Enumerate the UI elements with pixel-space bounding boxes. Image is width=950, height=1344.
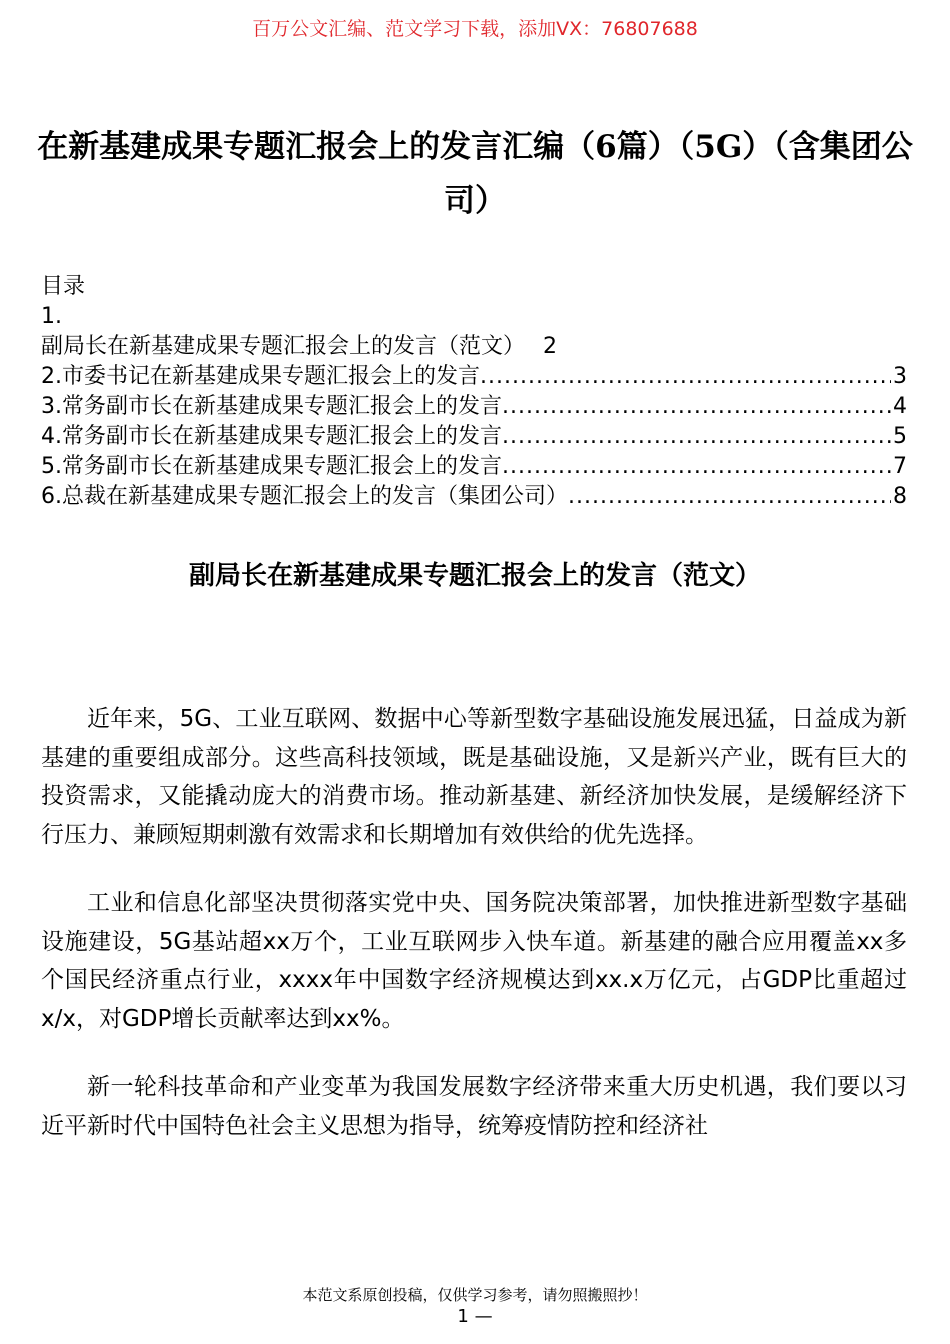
toc-item-3-page: 4 — [893, 394, 907, 419]
toc-item-6[interactable] — [41, 482, 907, 512]
toc-item-2-page: 3 — [893, 364, 907, 389]
toc-leader-dots — [502, 452, 891, 482]
page-number: 1 — — [457, 1306, 493, 1327]
toc-item-4[interactable] — [41, 422, 907, 452]
document-title: 在新基建成果专题汇报会上的发言汇编（6篇）（5G）（含集团公司） — [37, 129, 913, 219]
toc-item-2-text: 市委书记在新基建成果专题汇报会上的发言 — [62, 364, 481, 389]
toc-item-4-text: 常务副市长在新基建成果专题汇报会上的发言 — [62, 424, 503, 449]
toc-item-5-number: 5. — [41, 454, 62, 479]
toc-item-2[interactable] — [41, 362, 907, 392]
section-title: 副局长在新基建成果专题汇报会上的发言（范文） — [188, 561, 761, 591]
paragraph: 工业和信息化部坚决贯彻落实党中央、国务院决策部署，加快推进新型数字基础设施建设，5G基站超xx万个，工业互联网步入快车道。新基建的融合应用覆盖xx多个国民经济重点行业，xxxx年中国数字经济规模达到xx.x万亿元，占GDP比重超过x/x，对GDP增长贡献率达到xx%。 — [41, 890, 907, 1032]
toc-item-4-number: 4. — [41, 424, 62, 449]
toc-item-5-text: 常务副市长在新基建成果专题汇报会上的发言 — [62, 454, 503, 479]
toc-item-6-page: 8 — [893, 484, 907, 509]
footer-note: 本范文系原创投稿，仅供学习参考，请勿照搬照抄！ — [302, 1286, 648, 1304]
toc-item-3-number: 3. — [41, 394, 62, 419]
paragraph: 近年来，5G、工业互联网、数据中心等新型数字基础设施发展迅猛，日益成为新基建的重要组成部分。这些高科技领域，既是基础设施，又是新兴产业，既有巨大的投资需求，又能撬动庞大的消费市场。推动新基建、新经济加快发展，是缓解经济下行压力、兼顾短期刺激有效需求和长期增加有效供给的优先选择。 — [41, 706, 907, 848]
body-text — [41, 700, 907, 1175]
toc-item-6-text: 总裁在新基建成果专题汇报会上的发言（集团公司） — [62, 484, 569, 509]
toc-item-5[interactable] — [41, 452, 907, 482]
toc-leader-dots — [480, 362, 891, 392]
toc-item-3-text: 常务副市长在新基建成果专题汇报会上的发言 — [62, 394, 503, 419]
top-banner: 百万公文汇编、范文学习下载，添加VX：76807688 — [252, 18, 698, 40]
toc-leader-dots — [502, 392, 891, 422]
toc-item-1[interactable] — [41, 332, 907, 362]
toc-item-1-page: 2 — [543, 334, 558, 359]
toc-item-2-number: 2. — [41, 364, 62, 389]
toc-heading: 目录 — [41, 274, 86, 299]
toc-leader-dots — [502, 422, 891, 452]
toc-item-1-number: 1. — [41, 304, 62, 329]
toc-item-4-page: 5 — [893, 424, 907, 449]
toc-item-5-page: 7 — [893, 454, 907, 479]
table-of-contents — [41, 272, 907, 512]
toc-item-3[interactable] — [41, 392, 907, 422]
toc-leader-dots — [568, 482, 891, 512]
toc-item-1-text: 副局长在新基建成果专题汇报会上的发言（范文） — [41, 334, 526, 359]
toc-item-6-number: 6. — [41, 484, 62, 509]
paragraph: 新一轮科技革命和产业变革为我国发展数字经济带来重大历史机遇，我们要以习近平新时代中国特色社会主义思想为指导，统筹疫情防控和经济社 — [41, 1074, 907, 1139]
